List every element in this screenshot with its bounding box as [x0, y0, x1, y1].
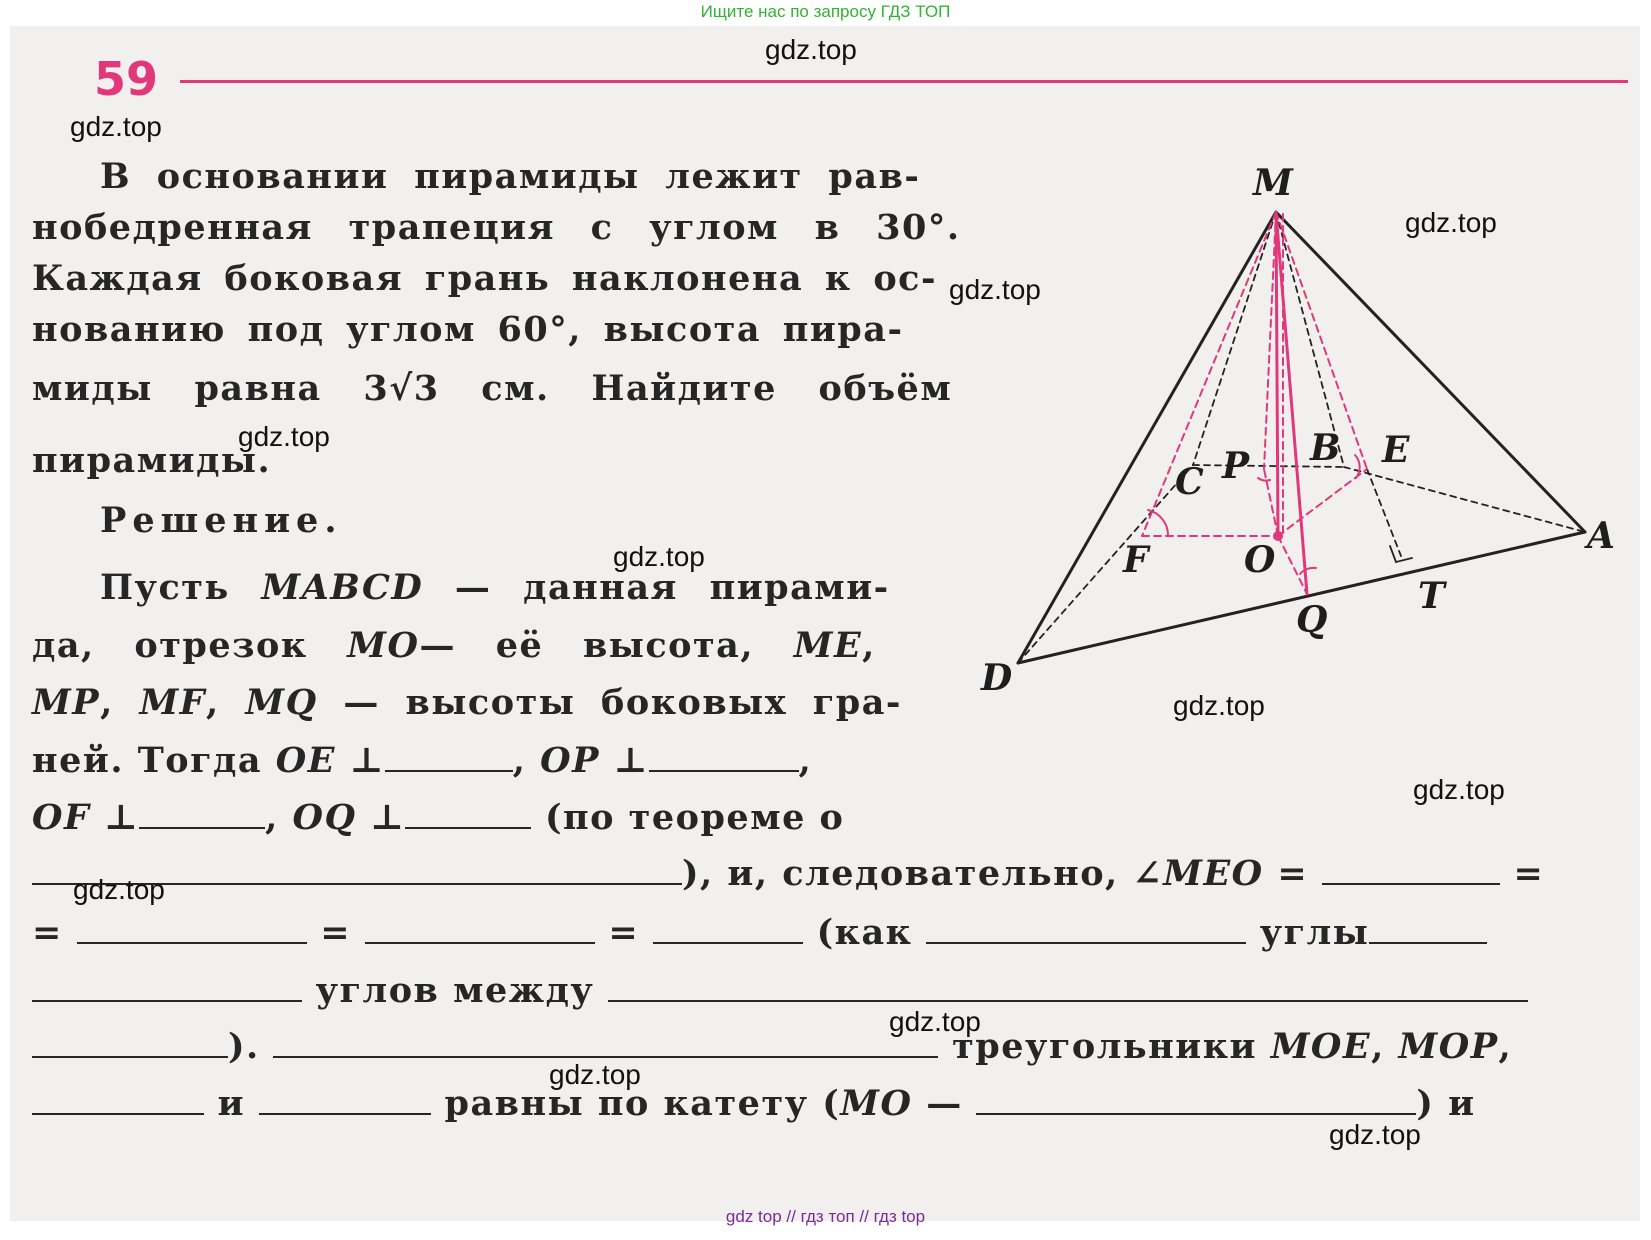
- segment-OP: [1264, 469, 1278, 536]
- segment-name: MO: [347, 625, 420, 666]
- perp-expr: OE ⊥: [275, 740, 385, 781]
- perp-expr: OQ ⊥: [292, 797, 406, 838]
- watermark: gdz.top: [1405, 207, 1497, 238]
- watermark: gdz.top: [613, 541, 705, 572]
- watermark: gdz.top: [1413, 774, 1505, 805]
- segment-name: MO: [840, 1083, 913, 1124]
- label-B: B: [1310, 427, 1341, 469]
- text: — высоты боковых гра-: [317, 682, 902, 723]
- angle-name: ∠MEO: [1132, 853, 1264, 894]
- label-M: M: [1253, 162, 1293, 204]
- label-T: T: [1418, 575, 1445, 617]
- text: ) и: [1416, 1083, 1476, 1124]
- height-MO: [1276, 212, 1278, 536]
- text: (по теореме о: [531, 797, 845, 838]
- text: =: [594, 912, 653, 953]
- problem-line-4: нованию под углом 60°, высота пира-: [32, 309, 904, 350]
- label-D: D: [981, 657, 1013, 699]
- edge-BA: [1344, 467, 1585, 532]
- text: треугольники: [938, 1026, 1271, 1067]
- text: (как: [802, 912, 927, 953]
- footer-links[interactable]: gdz top // гдз топ // гдз top: [725, 1207, 926, 1226]
- triangle-name: MOP: [1398, 1026, 1499, 1067]
- apothem-MF: [1142, 212, 1276, 536]
- text: и: [204, 1083, 259, 1124]
- text: ), и, следовательно,: [682, 853, 1133, 894]
- text: ,: [265, 797, 293, 838]
- text: Пусть: [100, 567, 262, 608]
- text: —: [912, 1083, 977, 1124]
- perp-expr: OP ⊥: [540, 740, 649, 781]
- text: углы: [1246, 912, 1370, 953]
- label-A: A: [1587, 515, 1615, 557]
- label-C: C: [1175, 461, 1204, 503]
- triangle-name: MOE: [1270, 1026, 1372, 1067]
- label-E: E: [1382, 429, 1410, 471]
- text: равны по катету (: [430, 1083, 841, 1124]
- apothem-MP: [1264, 212, 1276, 469]
- problem-line-1: В основании пирамиды лежит рав-: [100, 156, 921, 197]
- segment-name: MF: [139, 682, 207, 723]
- segment-OE: [1278, 469, 1367, 536]
- text: ,: [862, 625, 876, 666]
- segment-name: MP: [32, 682, 101, 723]
- problem-line-5: миды равна 3√3 см. Найдите объём: [32, 368, 953, 409]
- problem-line-2: нобедренная трапеция с углом в 30°.: [32, 207, 961, 248]
- angle-mark-E: [1355, 455, 1360, 478]
- edge-DA: [1018, 532, 1585, 663]
- text: ).: [228, 1026, 274, 1067]
- segment-name: ME: [793, 625, 863, 666]
- edge-MA: [1276, 212, 1585, 532]
- perp-expr: OF ⊥: [32, 797, 140, 838]
- label-F: F: [1123, 539, 1149, 581]
- angle-mark-Q: [1300, 568, 1316, 574]
- watermark: gdz.top: [1329, 1119, 1421, 1150]
- label-Q: Q: [1296, 599, 1328, 641]
- watermark: gdz.top: [889, 1006, 981, 1037]
- text: ,: [206, 682, 246, 723]
- edge-MD: [1018, 212, 1276, 663]
- text: ней. Тогда: [32, 740, 276, 781]
- segment-name: MQ: [245, 682, 318, 723]
- watermark: gdz.top: [238, 421, 330, 452]
- text: ,: [100, 682, 140, 723]
- text: ,: [1498, 1026, 1513, 1067]
- text: да, отрезок: [32, 625, 348, 666]
- edge-DC: [1018, 465, 1193, 663]
- segment-ET: [1367, 469, 1401, 556]
- problem-number: 59: [94, 52, 159, 106]
- watermark: gdz.top: [949, 274, 1041, 305]
- search-banner[interactable]: Ищите нас по запросу ГДЗ ТОП: [700, 2, 951, 21]
- text: ,: [512, 740, 541, 781]
- problem-line-3: Каждая боковая грань наклонена к ос-: [32, 258, 938, 299]
- text: =: [306, 912, 365, 953]
- label-O: O: [1244, 539, 1276, 581]
- text: ,: [1371, 1026, 1399, 1067]
- pyramid-name: MABCD: [261, 567, 424, 608]
- text: =: [1499, 853, 1545, 894]
- text: ,: [798, 740, 813, 781]
- label-P: P: [1222, 445, 1250, 487]
- text: =: [32, 912, 77, 953]
- text: =: [1263, 853, 1322, 894]
- problem-line-6: пирамиды.: [32, 440, 272, 481]
- watermark: gdz.top: [73, 874, 165, 905]
- angle-mark-P: [1258, 478, 1270, 481]
- solution-heading: Решение.: [100, 500, 343, 541]
- watermark: gdz.top: [549, 1059, 641, 1090]
- watermark: gdz.top: [1173, 690, 1265, 721]
- edge-MC: [1193, 212, 1276, 465]
- watermark: gdz.top: [765, 34, 857, 65]
- text: — её высота,: [419, 625, 794, 666]
- text: — данная пирами-: [423, 567, 890, 608]
- watermark: gdz.top: [70, 111, 162, 142]
- text: углов между: [302, 970, 608, 1011]
